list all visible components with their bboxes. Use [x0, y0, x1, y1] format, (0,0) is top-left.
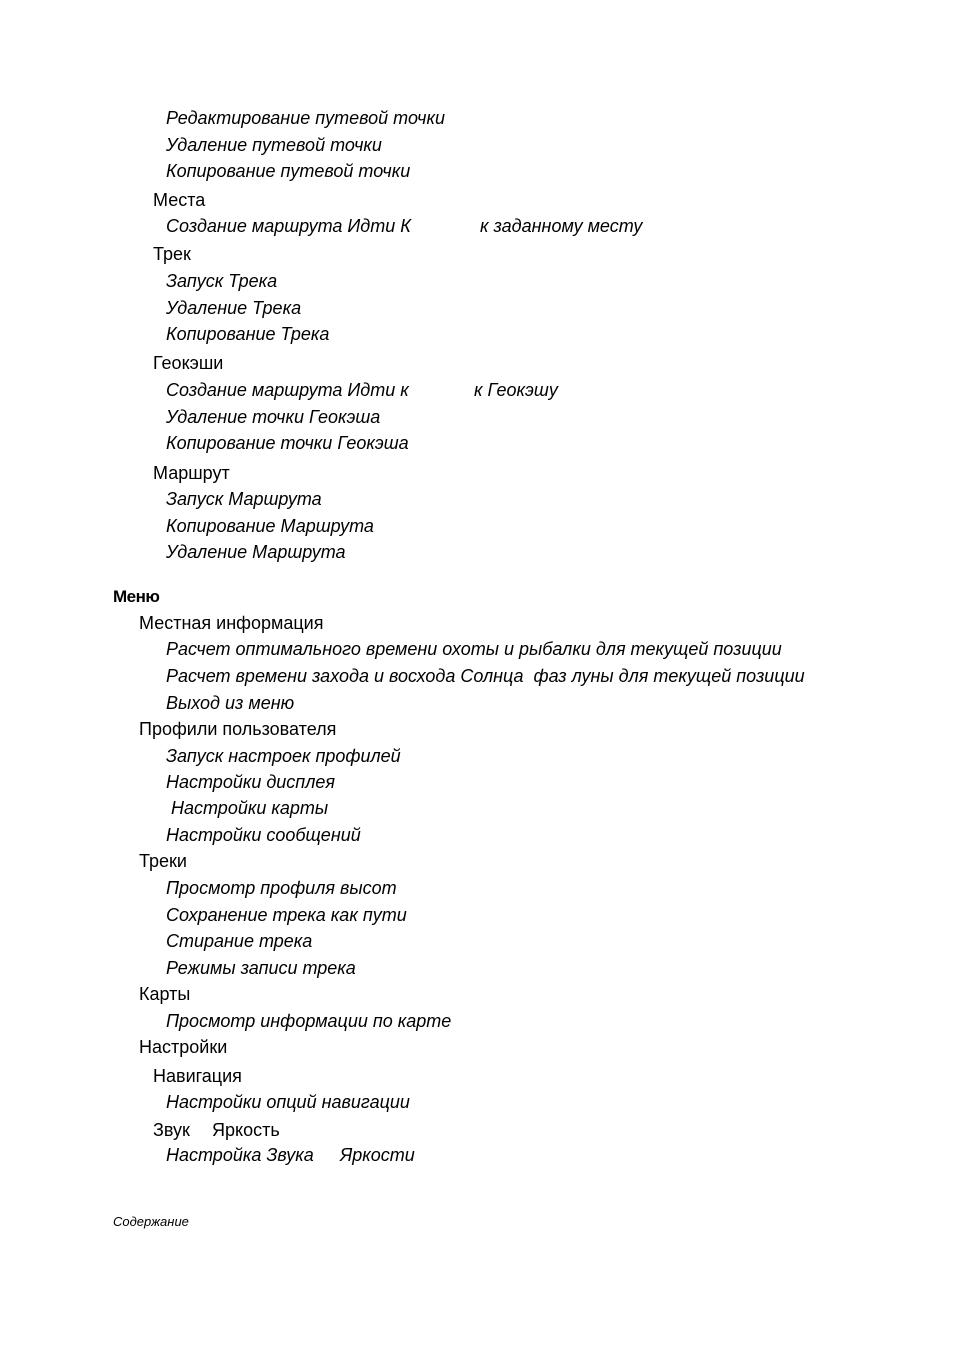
toc-heading-navigation[interactable]: Навигация — [153, 1066, 242, 1086]
toc-entry-elevation-profile[interactable]: Просмотр профиля высот — [166, 878, 397, 898]
toc-entry-geocache-route[interactable]: Создание маршрута Идти к — [166, 380, 409, 400]
toc-heading-sound[interactable]: Звук — [153, 1120, 190, 1140]
toc-heading-brightness[interactable]: Яркость — [212, 1120, 280, 1140]
toc-entry-places-route[interactable]: Создание маршрута Идти К — [166, 216, 411, 236]
toc-heading-route[interactable]: Маршрут — [153, 463, 230, 483]
toc-entry-route-delete[interactable]: Удаление Маршрута — [166, 542, 346, 562]
toc-entry-places-route-suffix[interactable]: к заданному месту — [480, 216, 643, 236]
toc-entry-navigation-options[interactable]: Настройки опций навигации — [166, 1092, 410, 1112]
toc-entry-track-recording[interactable]: Режимы записи трека — [166, 958, 356, 978]
toc-heading-geocache[interactable]: Геокэши — [153, 353, 224, 373]
toc-heading-track[interactable]: Трек — [153, 244, 191, 264]
toc-heading-places[interactable]: Места — [153, 190, 206, 210]
toc-entry-route-copy[interactable]: Копирование Маршрута — [166, 516, 374, 536]
toc-entry-geocache-route-suffix[interactable]: к Геокэшу — [474, 380, 558, 400]
toc-entry-track-copy[interactable]: Копирование Трека — [166, 324, 330, 344]
toc-entry-message-settings[interactable]: Настройки сообщений — [166, 825, 361, 845]
toc-entry-waypoint-delete[interactable]: Удаление путевой точки — [166, 135, 382, 155]
toc-entry-track-delete[interactable]: Удаление Трека — [166, 298, 302, 318]
toc-heading-tracks[interactable]: Треки — [139, 851, 187, 871]
toc-entry-map-settings[interactable]: Настройки карты — [166, 798, 329, 818]
toc-entry-sound-setting[interactable]: Настройка Звука — [166, 1145, 314, 1165]
toc-heading-settings[interactable]: Настройки — [139, 1037, 228, 1057]
toc-entry-map-info[interactable]: Просмотр информации по карте — [166, 1011, 452, 1031]
contents-link[interactable]: Содержание — [113, 1214, 189, 1229]
toc-entry-save-track[interactable]: Сохранение трека как пути — [166, 905, 407, 925]
toc-heading-menu[interactable]: Меню — [113, 587, 160, 606]
toc-entry-erase-track[interactable]: Стирание трека — [166, 931, 313, 951]
toc-entry-route-start[interactable]: Запуск Маршрута — [166, 489, 322, 509]
toc-heading-profiles[interactable]: Профили пользователя — [139, 719, 337, 739]
toc-entry-geocache-copy[interactable]: Копирование точки Геокэша — [166, 433, 409, 453]
toc-entry-waypoint-edit[interactable]: Редактирование путевой точки — [166, 108, 445, 128]
toc-entry-hunting-fishing[interactable]: Расчет оптимального времени охоты и рыбалки для текущей позиции — [166, 639, 782, 659]
toc-entry-waypoint-copy[interactable]: Копирование путевой точки — [166, 161, 411, 181]
toc-entry-exit-menu[interactable]: Выход из меню — [166, 693, 295, 713]
toc-entry-track-start[interactable]: Запуск Трека — [166, 271, 278, 291]
toc-heading-local-info[interactable]: Местная информация — [139, 613, 324, 633]
toc-heading-maps[interactable]: Карты — [139, 984, 191, 1004]
toc-entry-profiles-start[interactable]: Запуск настроек профилей — [166, 746, 401, 766]
toc-entry-brightness-setting[interactable]: Яркости — [340, 1145, 415, 1165]
toc-entry-sun-moon[interactable]: Расчет времени захода и восхода Солнца фаз луны для текущей позиции — [166, 666, 805, 686]
toc-entry-display-settings[interactable]: Настройки дисплея — [166, 772, 335, 792]
toc-entry-geocache-delete[interactable]: Удаление точки Геокэша — [166, 407, 381, 427]
